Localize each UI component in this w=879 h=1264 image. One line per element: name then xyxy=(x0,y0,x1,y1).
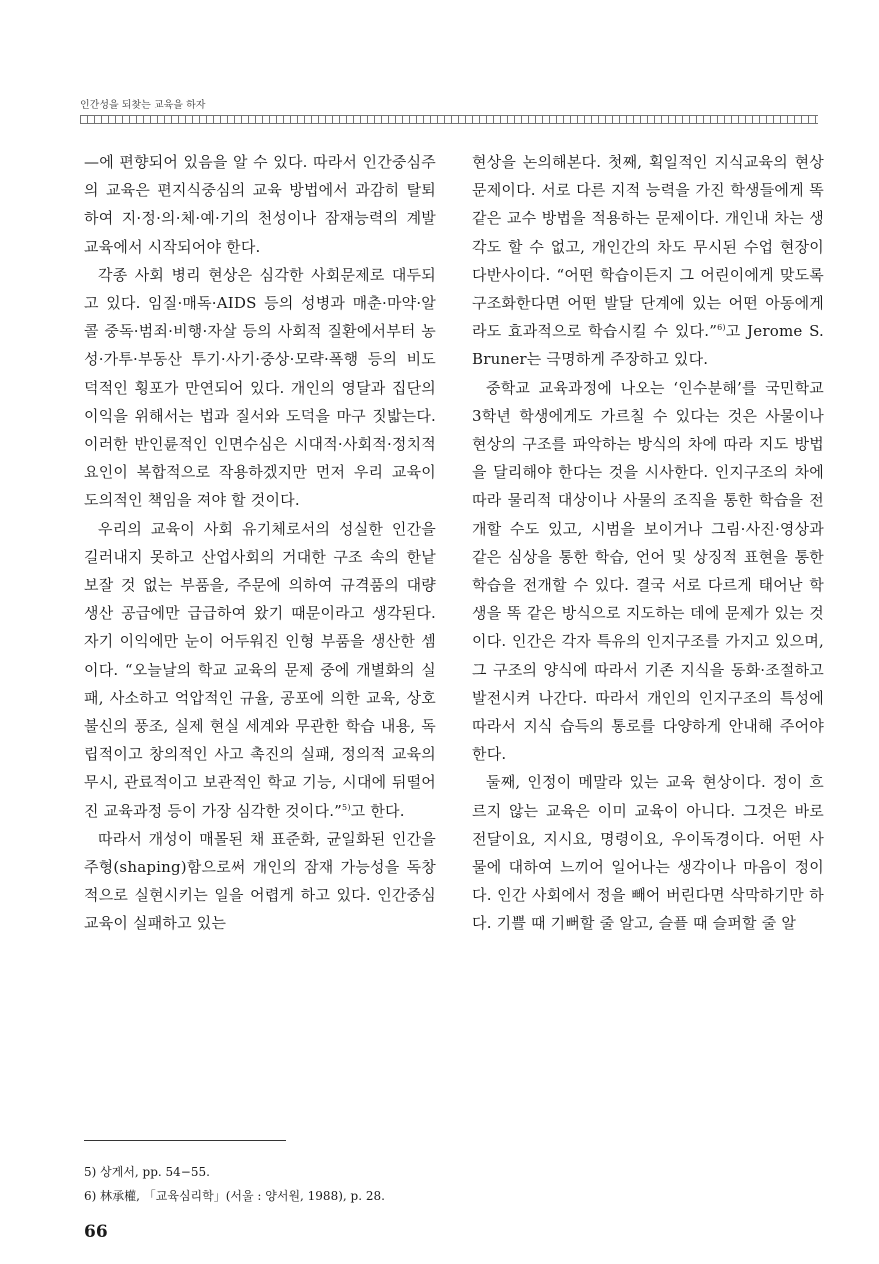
left-column xyxy=(84,148,436,938)
right-paragraph-2: 중학교 교육과정에 나오는 ‘인수분해’를 국민학교 3학년 학생에게도 가르칠 수 있다는 것은 사물이나 현상의 구조를 파악하는 방식의 차에 따라 지도 방법을 달리해야 한다는 것을 시사한다. 인지구조의 차에 따라 물리적 대상이나 사물의 조직을 통한 학습을 전개할 수도 있고, 시범을 보이거나 그림·사진·영상과 같은 심상을 통한 학습, 언어 및 상징적 표현을 통한 학습을 전개할 수 있다. 결국 서로 다르게 태어난 학생을 똑 같은 방식으로 지도하는 데에 문제가 있는 것이다. 인간은 각자 특유의 인지구조를 가지고 있으며, 그 구조의 양식에 따라서 기존 지식을 동화·조절하고 발전시켜 나간다. 따라서 개인의 인지구조의 특성에 따라서 지식 습득의 통로를 다양하게 안내해 주어야 한다. xyxy=(472,378,824,764)
header-rule xyxy=(80,115,818,124)
left-paragraph-4: 따라서 개성이 매몰된 채 표준화, 균일화된 인간을 주형(shaping)함으로써 개인의 잠재 가능성을 독창적으로 실현시키는 일을 어렵게 하고 있다. 인간중심교육이 실패하고 있는 xyxy=(84,829,436,933)
left-paragraph-3 xyxy=(84,515,436,825)
footnote-6: 6) 林承權, 「교육심리학」(서울 : 양서원, 1988), p. 28. xyxy=(84,1189,385,1203)
footnote-5: 5) 상게서, pp. 54−55. xyxy=(84,1165,210,1179)
left-paragraph-3-tail: 고 한다. xyxy=(350,801,405,820)
right-paragraph-1-text: 현상을 논의해본다. 첫째, 획일적인 지식교육의 현상 문제이다. 서로 다른 지적 능력을 가진 학생들에게 똑 같은 교수 방법을 적용하는 문제이다. 개인내 차는 생각도 할 수 없고, 개인간의 차도 무시된 수업 현장이 다반사이다. “어떤 학습이든지 그 어린이에게 맞도록 구조화한다면 어떤 발달 단계에 있는 어떤 아동에게라도 효과적으로 학습시킬 수 있다.” xyxy=(472,153,824,341)
left-paragraph-2: 각종 사회 병리 현상은 심각한 사회문제로 대두되고 있다. 임질·매독·AIDS 등의 성병과 매춘·마약·알콜 중독·범죄·비행·자살 등의 사회적 질환에서부터 농성·가투·부동산 투기·사기·중상·모략·폭행 등의 비도덕적인 횡포가 만연되어 있다. 개인의 영달과 집단의 이익을 위해서는 법과 질서와 도덕을 마구 짓밟는다. 이러한 반인륜적인 인면수심은 시대적·사회적·정치적 요인이 복합적으로 작용하겠지만 먼저 우리 교육이 도의적인 책임을 져야 할 것이다. xyxy=(84,265,436,510)
right-column xyxy=(472,148,824,938)
footnote-ref-6: 6) xyxy=(717,323,726,333)
left-paragraph-1: —에 편향되어 있음을 알 수 있다. 따라서 인간중심주의 교육은 편지식중심의 교육 방법에서 과감히 탈퇴하여 지·정·의·체·예·기의 천성이나 잠재능력의 계발 교육에서 시작되어야 한다. xyxy=(84,153,436,256)
footnote-ref-5: 5) xyxy=(342,802,351,812)
footnote-separator xyxy=(84,1140,286,1141)
left-paragraph-3-text: 우리의 교육이 사회 유기체로서의 성실한 인간을 길러내지 못하고 산업사회의 거대한 구조 속의 한낱 보잘 것 없는 부품을, 주문에 의하여 규격품의 대량 생산 공급에만 급급하여 왔기 때문이라고 생각된다. 자기 이익에만 눈이 어두워진 인형 부품을 생산한 셈이다. “오늘날의 학교 교육의 문제 중에 개별화의 실패, 사소하고 억압적인 규율, 공포에 의한 교육, 상호불신의 풍조, 실제 현실 세계와 무관한 학습 내용, 독립적이고 창의적인 사고 촉진의 실패, 정의적 교육의 무시, 관료적이고 보관적인 학교 기능, 시대에 뒤떨어진 교육과정 등이 가장 심각한 것이다.” xyxy=(84,519,436,820)
right-paragraph-1-tail: 고 Jerome S. Bruner는 극명하게 주장하고 있다. xyxy=(472,322,825,369)
running-header: 인간성을 되찾는 교육을 하자 xyxy=(80,100,206,111)
right-paragraph-1 xyxy=(472,148,824,374)
page-number: 66 xyxy=(84,1222,108,1242)
footnotes xyxy=(84,1160,504,1208)
right-paragraph-3: 둘째, 인정이 메말라 있는 교육 현상이다. 정이 흐르지 않는 교육은 이미 교육이 아니다. 그것은 바로 전달이요, 지시요, 명령이요, 우이독경이다. 어떤 사물에 대하여 느끼어 일어나는 생각이나 마음이 정이다. 인간 사회에서 정을 빼어 버린다면 삭막하기만 하다. 기쁠 때 기뻐할 줄 알고, 슬플 때 슬퍼할 줄 알 xyxy=(472,773,824,933)
